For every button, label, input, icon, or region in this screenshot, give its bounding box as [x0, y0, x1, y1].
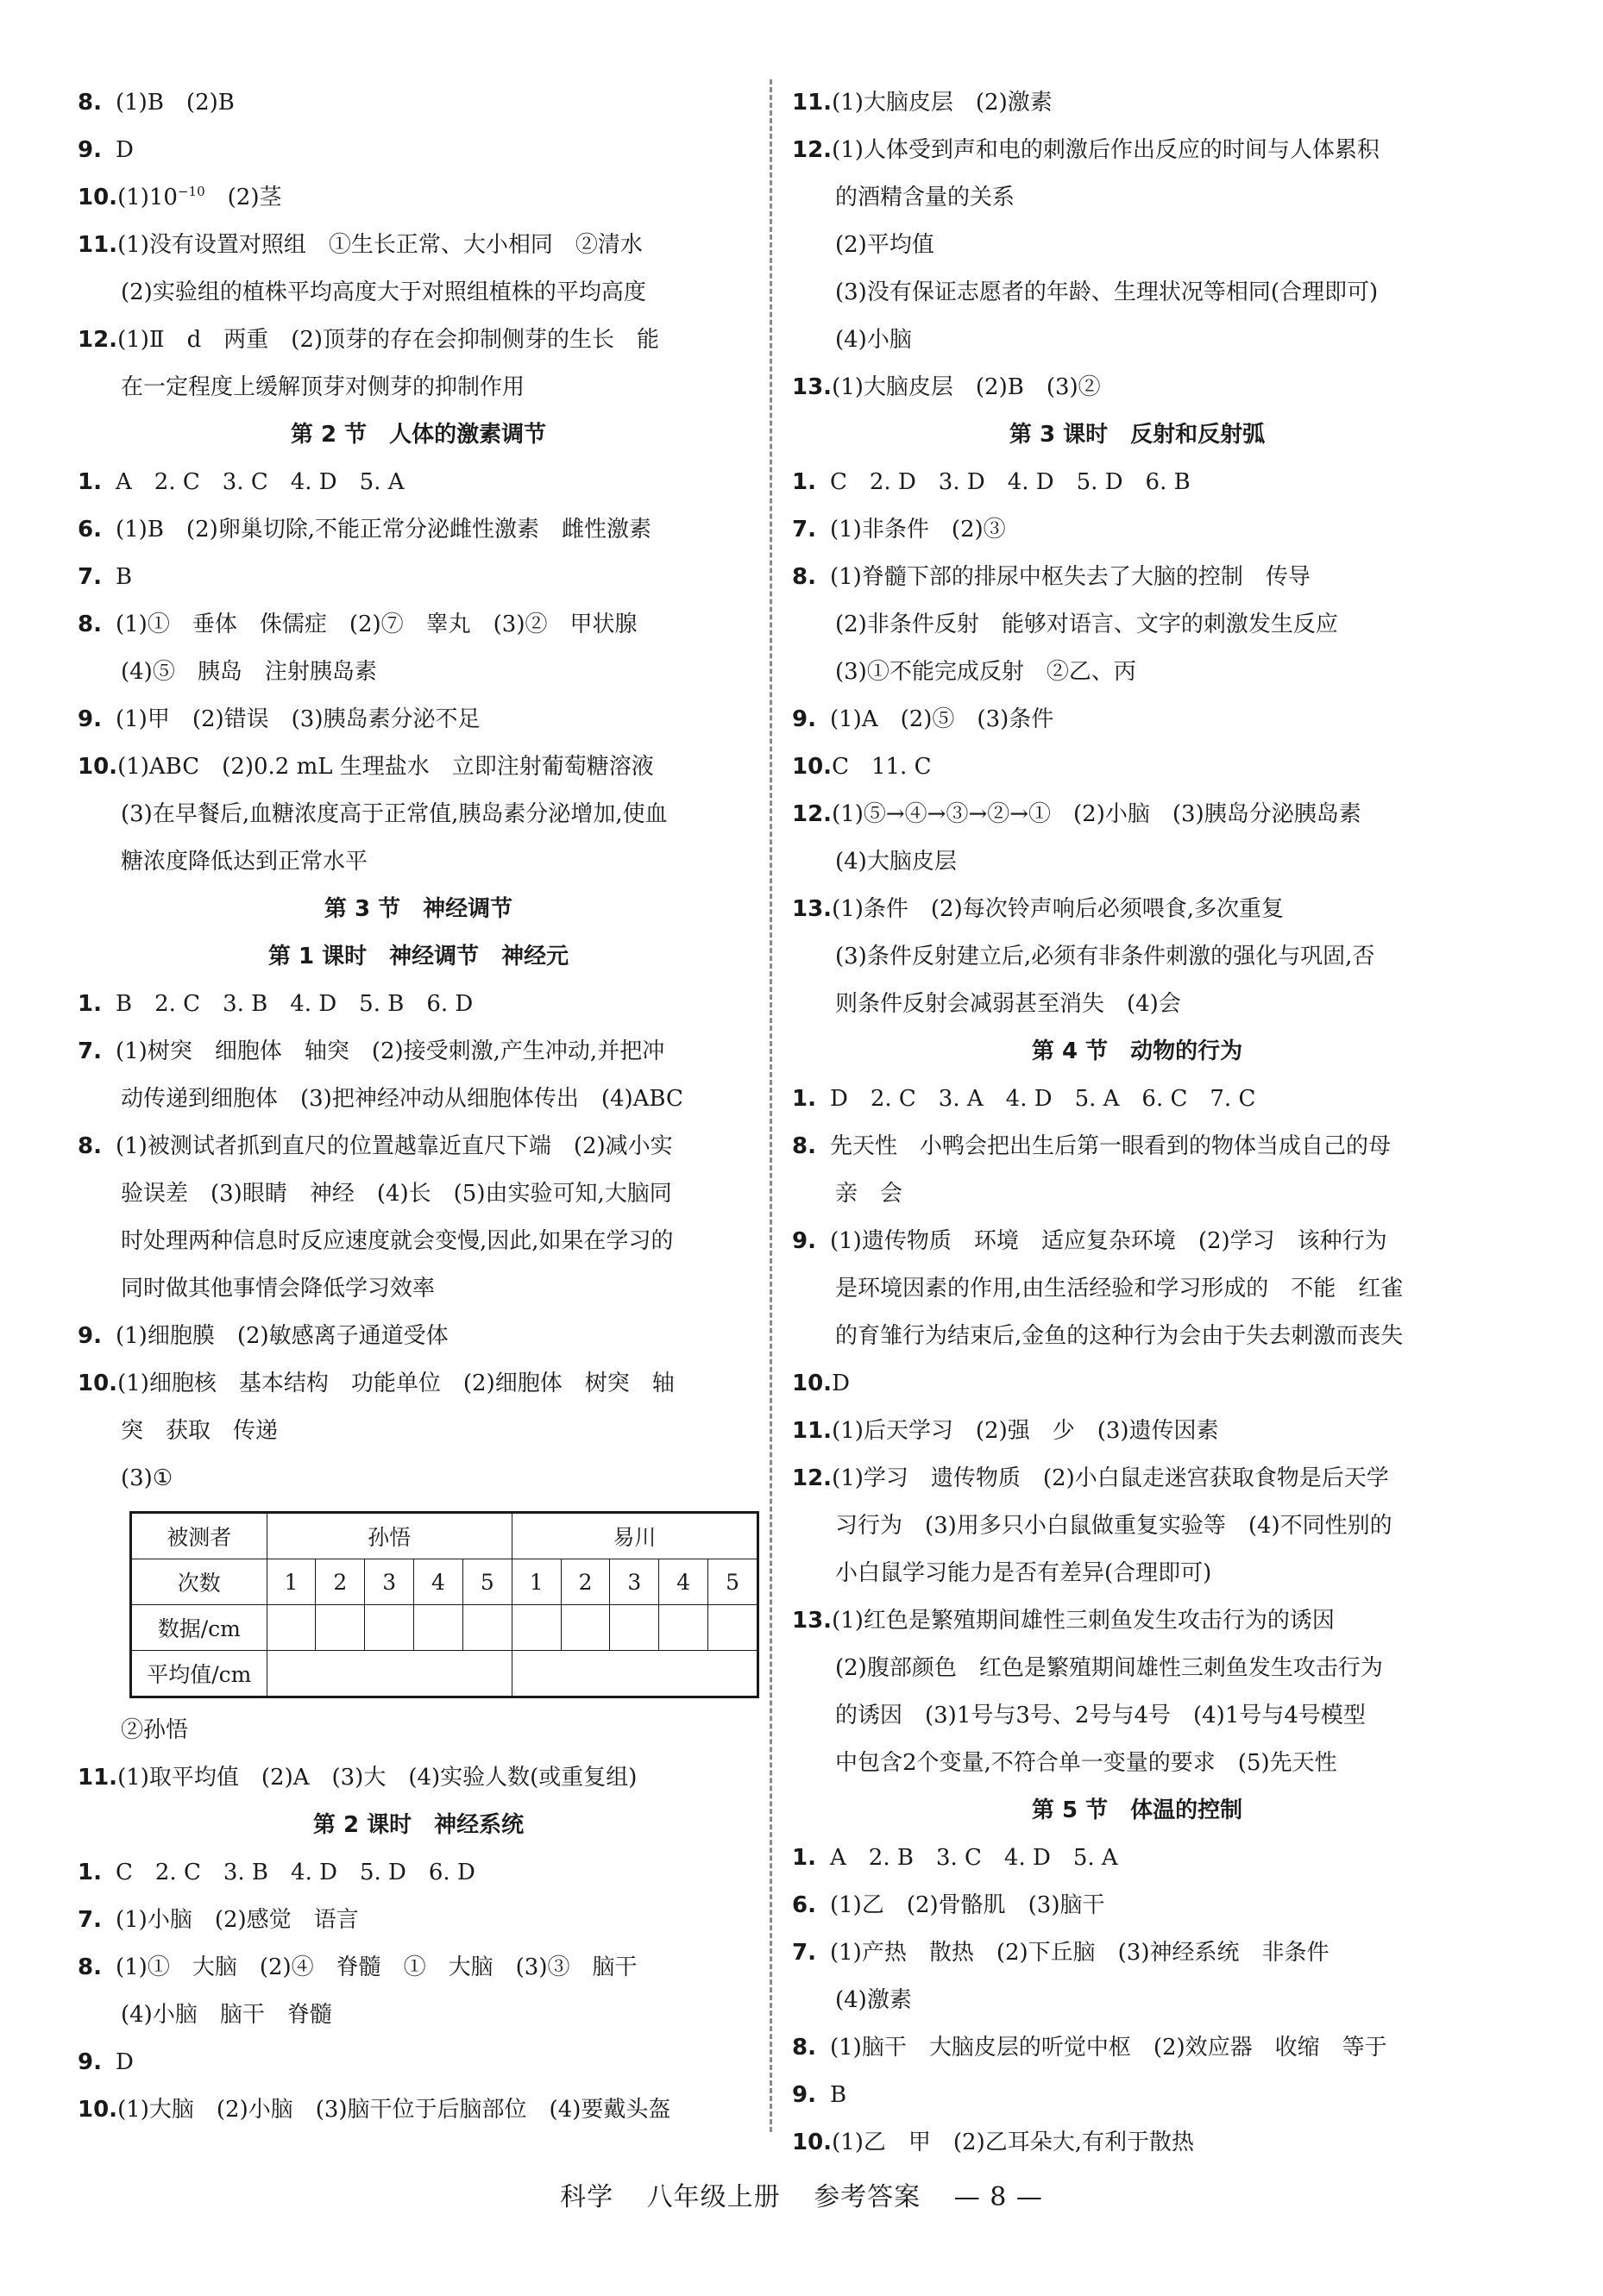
answer-text: (1)10	[117, 185, 178, 210]
answer-continuation: (2)平均值	[835, 232, 934, 258]
answer-text: B 2. C 3. B 4. D 5. B 6. D	[116, 991, 474, 1017]
answer-continuation: ②孙悟	[121, 1717, 189, 1743]
question-number: 8.	[792, 564, 816, 590]
table-cell: 5	[462, 1559, 512, 1605]
answer-line	[792, 1502, 1482, 1550]
question-number: 10.	[792, 1371, 833, 1396]
answer-text: (1)① 垂体 侏儒症 (2)⑦ 睾丸 (3)② 甲状腺	[116, 612, 638, 637]
answer-line	[792, 1929, 1482, 1977]
answer-text: D 2. C 3. A 4. D 5. A 6. C 7. C	[830, 1086, 1256, 1112]
table-cell	[267, 1605, 316, 1651]
table-cell	[610, 1605, 659, 1651]
answer-continuation: 时处理两种信息时反应速度就会变慢,因此,如果在学习的	[121, 1228, 674, 1254]
answer-block	[792, 459, 1482, 1028]
answer-text: (1)没有设置对照组 ①生长正常、大小相同 ②清水	[117, 232, 643, 258]
answer-line	[78, 743, 759, 791]
lesson-heading: 第 1 课时 神经调节 神经元	[267, 944, 569, 969]
answer-line	[78, 79, 759, 127]
answer-text: (1)红色是繁殖期间雄性三刺鱼发生攻击行为的诱因	[832, 1608, 1335, 1634]
answer-line	[78, 317, 759, 364]
answer-continuation: 验误差 (3)眼睛 神经 (4)长 (5)由实验可知,大脑同	[121, 1181, 672, 1207]
answer-block	[78, 459, 759, 886]
answer-line	[792, 459, 1482, 506]
answer-line	[78, 2086, 759, 2134]
answer-line	[78, 649, 759, 696]
answer-line	[78, 1265, 759, 1313]
table-cell: 易川	[512, 1513, 757, 1559]
table-cell	[512, 1651, 757, 1697]
answer-continuation: (4)⑤ 胰岛 注射胰岛素	[121, 659, 377, 685]
table-cell	[267, 1651, 512, 1697]
answer-block	[792, 79, 1482, 411]
answer-line	[792, 127, 1482, 174]
answer-line	[792, 1123, 1482, 1170]
answer-text: (1)甲 (2)错误 (3)胰岛素分泌不足	[116, 706, 481, 732]
answer-continuation: (4)小脑	[835, 327, 912, 353]
question-number: 10.	[78, 185, 118, 210]
table-cell	[512, 1605, 561, 1651]
question-number: 11.	[792, 90, 833, 116]
answer-line	[792, 1597, 1482, 1645]
question-number: 1.	[78, 1860, 102, 1885]
answer-line	[792, 1977, 1482, 2024]
question-number: 10.	[78, 1371, 118, 1396]
answer-continuation: (4)大脑皮层	[835, 849, 957, 875]
question-number: 13.	[792, 896, 833, 922]
question-number: 7.	[78, 1907, 102, 1933]
answer-text: (1)ABC (2)0.2 mL 生理盐水 立即注射葡萄糖溶液	[117, 754, 654, 780]
answer-line	[792, 1550, 1482, 1597]
question-number: 11.	[792, 1418, 833, 1444]
question-number: 9.	[78, 2049, 102, 2075]
question-number: 8.	[792, 1133, 816, 1159]
answer-line	[792, 1835, 1482, 1882]
answer-text: (1)产热 散热 (2)下丘脑 (3)神经系统 非条件	[830, 1940, 1330, 1966]
answer-continuation: (3)①	[121, 1465, 173, 1491]
footer-label: 参考答案	[814, 2182, 921, 2212]
answer-text: (1)脊髓下部的排尿中枢失去了大脑的控制 传导	[830, 564, 1311, 590]
lesson-heading: 第 2 课时 神经系统	[312, 1812, 525, 1838]
answer-block	[792, 1076, 1482, 1787]
answer-text: (1)后天学习 (2)强 少 (3)遗传因素	[832, 1418, 1219, 1444]
answer-continuation: 是环境因素的作用,由生活经验和学习形成的 不能 红雀	[835, 1276, 1404, 1302]
answer-line	[78, 838, 759, 886]
table-cell: 1	[267, 1559, 316, 1605]
question-number: 10.	[792, 754, 833, 780]
answer-continuation: 在一定程度上缓解顶芽对侧芽的抑制作用	[121, 374, 525, 400]
question-number: 9.	[792, 706, 816, 732]
question-number: 8.	[792, 2035, 816, 2061]
table-cell: 平均值/cm	[131, 1651, 267, 1697]
answer-text: (1)① 大脑 (2)④ 脊髓 ① 大脑 (3)③ 脑干	[116, 1954, 638, 1980]
table-cell: 2	[561, 1559, 610, 1605]
answer-line	[792, 1265, 1482, 1313]
answer-block	[78, 1707, 759, 1802]
answer-line	[792, 2024, 1482, 2072]
page-footer	[0, 2175, 1603, 2213]
question-number: 8.	[78, 1954, 102, 1980]
table-cell: 4	[414, 1559, 463, 1605]
table-cell	[462, 1605, 512, 1651]
table-cell	[365, 1605, 414, 1651]
answer-line	[78, 1123, 759, 1170]
answer-block	[78, 1849, 759, 2134]
answer-line	[792, 791, 1482, 838]
answer-line	[792, 364, 1482, 411]
answer-continuation: 中包含2个变量,不符合单一变量的要求 (5)先天性	[835, 1750, 1337, 1776]
table-cell: 5	[708, 1559, 758, 1605]
answer-text: A 2. C 3. C 4. D 5. A	[116, 469, 405, 495]
left-column	[78, 79, 759, 2134]
answer-line	[792, 649, 1482, 696]
answer-line	[78, 459, 759, 506]
answer-text: D	[832, 1371, 850, 1396]
answer-block	[792, 1835, 1482, 2167]
question-number: 12.	[792, 1465, 833, 1491]
answer-text: (1)乙 (2)骨骼肌 (3)脑干	[830, 1892, 1105, 1918]
answer-text: (1)细胞核 基本结构 功能单位 (2)细胞体 树突 轴	[117, 1371, 675, 1396]
answer-text: (1)非条件 (2)③	[830, 517, 1006, 543]
answer-text: (1)小脑 (2)感觉 语言	[116, 1907, 359, 1933]
question-number: 1.	[78, 469, 102, 495]
question-number: 8.	[78, 90, 102, 116]
question-number: 7.	[78, 1038, 102, 1064]
page-number: — 8 —	[953, 2182, 1043, 2212]
answer-line	[78, 1408, 759, 1455]
answer-text: 先天性 小鸭会把出生后第一眼看到的物体当成自己的母	[830, 1133, 1392, 1159]
table-cell: 数据/cm	[131, 1605, 267, 1651]
table-cell: 1	[512, 1559, 561, 1605]
answer-line	[792, 269, 1482, 317]
answer-continuation: (3)没有保证志愿者的年龄、生理状况等相同(合理即可)	[835, 279, 1379, 305]
answer-continuation: 同时做其他事情会降低学习效率	[121, 1276, 436, 1302]
answer-line	[78, 2039, 759, 2086]
table-cell: 4	[659, 1559, 708, 1605]
answer-block	[78, 981, 759, 1502]
table-cell: 孙悟	[267, 1513, 512, 1559]
question-number: 8.	[78, 612, 102, 637]
answer-text: A 2. B 3. C 4. D 5. A	[830, 1845, 1118, 1871]
answer-line	[78, 1707, 759, 1754]
question-number: 9.	[792, 2082, 816, 2108]
answer-continuation: (3)①不能完成反射 ②乙、丙	[835, 659, 1136, 685]
answer-line	[792, 1408, 1482, 1455]
answer-text: (1)脑干 大脑皮层的听觉中枢 (2)效应器 收缩 等于	[830, 2035, 1387, 2061]
answer-text: (1)遗传物质 环境 适应复杂环境 (2)学习 该种行为	[830, 1228, 1387, 1254]
answer-line	[792, 1076, 1482, 1123]
answer-continuation: 突 获取 传递	[121, 1418, 279, 1444]
answer-continuation: 动传递到细胞体 (3)把神经冲动从细胞体传出 (4)ABC	[121, 1086, 683, 1112]
answer-text: (1)取平均值 (2)A (3)大 (4)实验人数(或重复组)	[117, 1765, 638, 1791]
footer-grade: 八年级上册	[646, 2182, 781, 2212]
answer-line	[78, 222, 759, 269]
table-cell	[414, 1605, 463, 1651]
answer-text: (1)学习 遗传物质 (2)小白鼠走迷宫获取食物是后天学	[832, 1465, 1389, 1491]
table-cell	[316, 1605, 365, 1651]
answer-line	[78, 1360, 759, 1408]
answer-text: (1)被测试者抓到直尺的位置越靠近直尺下端 (2)减小实	[116, 1133, 673, 1159]
question-number: 7.	[792, 1940, 816, 1966]
answer-line	[792, 174, 1482, 222]
answer-line	[792, 2072, 1482, 2119]
question-number: 1.	[792, 469, 816, 495]
table-cell: 次数	[131, 1559, 267, 1605]
answer-line	[78, 1218, 759, 1265]
answer-line	[78, 174, 759, 222]
table-cell: 被测者	[131, 1513, 267, 1559]
answer-line	[792, 838, 1482, 886]
question-number: 6.	[792, 1892, 816, 1918]
answer-continuation: (4)激素	[835, 1987, 912, 2013]
answer-line	[78, 1313, 759, 1360]
answer-text: B	[116, 564, 133, 590]
answer-text: (1)Ⅱ d 两重 (2)顶芽的存在会抑制侧芽的生长 能	[117, 327, 660, 353]
answer-line	[78, 791, 759, 838]
answer-continuation: (2)实验组的植株平均高度大于对照组植株的平均高度	[121, 279, 646, 305]
answer-line	[792, 743, 1482, 791]
question-number: 13.	[792, 374, 833, 400]
answer-text: (1)大脑皮层 (2)B (3)②	[832, 374, 1101, 400]
answer-line	[78, 1455, 759, 1502]
answer-line	[78, 601, 759, 649]
answer-line	[792, 1692, 1482, 1740]
question-number: 12.	[792, 801, 833, 827]
question-number: 1.	[792, 1086, 816, 1112]
table-cell: 3	[610, 1559, 659, 1605]
answer-line	[792, 1645, 1482, 1692]
answer-text: D	[116, 2049, 134, 2075]
answer-line	[78, 506, 759, 554]
answer-text: C 11. C	[832, 754, 932, 780]
answer-continuation: 习行为 (3)用多只小白鼠做重复实验等 (4)不同性别的	[835, 1513, 1392, 1539]
question-number: 7.	[78, 564, 102, 590]
question-number: 9.	[78, 706, 102, 732]
footer-subject: 科学	[560, 2182, 614, 2212]
question-number: 8.	[78, 1133, 102, 1159]
question-number: 7.	[792, 517, 816, 543]
answer-line	[792, 1170, 1482, 1218]
answer-block	[78, 79, 759, 411]
question-number: 12.	[792, 137, 833, 163]
answer-line	[792, 1313, 1482, 1360]
table-row	[131, 1651, 758, 1697]
answer-line	[78, 1897, 759, 1944]
answer-continuation: (4)小脑 脑干 脊髓	[121, 2002, 332, 2028]
answer-line	[78, 1944, 759, 1992]
question-number: 1.	[78, 991, 102, 1017]
exponent: −10	[177, 184, 205, 199]
answer-line	[792, 1740, 1482, 1787]
question-number: 10.	[78, 754, 118, 780]
answer-line	[78, 696, 759, 743]
column-divider	[770, 79, 772, 2132]
answer-text: (1)大脑皮层 (2)激素	[832, 90, 1053, 116]
table-cell: 3	[365, 1559, 414, 1605]
answer-line	[792, 1218, 1482, 1265]
answer-continuation: (2)腹部颜色 红色是繁殖期间雄性三刺鱼发生攻击行为	[835, 1655, 1383, 1681]
answer-line	[792, 79, 1482, 127]
answer-line	[792, 933, 1482, 981]
right-column	[792, 79, 1482, 2167]
answer-text: (1)B (2)卵巢切除,不能正常分泌雌性激素 雌性激素	[116, 517, 652, 543]
answer-text: (1)树突 细胞体 轴突 (2)接受刺激,产生冲动,并把冲	[116, 1038, 665, 1064]
question-number: 10.	[78, 2097, 118, 2123]
answer-line	[78, 127, 759, 174]
answer-text: (1)A (2)⑤ (3)条件	[830, 706, 1054, 732]
table-cell	[561, 1605, 610, 1651]
table-cell	[659, 1605, 708, 1651]
answer-line	[792, 554, 1482, 601]
answer-line	[792, 601, 1482, 649]
answer-line	[792, 317, 1482, 364]
answer-line	[78, 1754, 759, 1802]
question-number: 10.	[792, 2130, 833, 2155]
answer-text: (1)大脑 (2)小脑 (3)脑干位于后脑部位 (4)要戴头盔	[117, 2097, 671, 2123]
table-row	[131, 1559, 758, 1605]
answer-line	[792, 981, 1482, 1028]
answer-line	[78, 1028, 759, 1076]
answer-line	[792, 222, 1482, 269]
section-heading: 第 2 节 人体的激素调节	[290, 422, 547, 448]
answer-line	[792, 1455, 1482, 1502]
answer-continuation: 小白鼠学习能力是否有差异(合理即可)	[835, 1560, 1212, 1586]
question-number: 11.	[78, 232, 118, 258]
question-number: 6.	[78, 517, 102, 543]
answer-text: C 2. C 3. B 4. D 5. D 6. D	[116, 1860, 475, 1885]
section-heading: 第 4 节 动物的行为	[1031, 1038, 1243, 1064]
answer-line	[792, 1360, 1482, 1408]
answer-text: C 2. D 3. D 4. D 5. D 6. B	[830, 469, 1191, 495]
answer-line	[78, 1992, 759, 2039]
answer-line	[78, 1849, 759, 1897]
answer-continuation: (3)在早餐后,血糖浓度高于正常值,胰岛素分泌增加,使血	[121, 801, 668, 827]
answer-line	[78, 269, 759, 317]
question-number: 1.	[792, 1845, 816, 1871]
question-number: 9.	[792, 1228, 816, 1254]
answer-line	[792, 886, 1482, 933]
table-row	[131, 1605, 758, 1651]
answer-continuation: (2)非条件反射 能够对语言、文字的刺激发生反应	[835, 612, 1338, 637]
answer-line	[78, 981, 759, 1028]
answer-line	[792, 696, 1482, 743]
table-cell	[708, 1605, 758, 1651]
answer-line	[792, 506, 1482, 554]
measurement-table	[129, 1511, 759, 1698]
section-heading: 第 5 节 体温的控制	[1031, 1797, 1243, 1823]
table-row	[131, 1513, 758, 1559]
answer-continuation: 的酒精含量的关系	[835, 185, 1015, 210]
answer-text: B	[830, 2082, 847, 2108]
answer-continuation: (3)条件反射建立后,必须有非条件刺激的强化与巩固,否	[835, 944, 1375, 969]
answer-continuation: 则条件反射会减弱甚至消失 (4)会	[835, 991, 1181, 1017]
question-number: 11.	[78, 1765, 118, 1791]
question-number: 13.	[792, 1608, 833, 1634]
answer-line	[78, 1170, 759, 1218]
answer-text: (1)乙 甲 (2)乙耳朵大,有利于散热	[832, 2130, 1194, 2155]
answer-text: (1)⑤→④→③→②→① (2)小脑 (3)胰岛分泌胰岛素	[832, 801, 1361, 827]
answer-line	[78, 364, 759, 411]
answer-continuation: 的育雏行为结束后,金鱼的这种行为会由于失去刺激而丧失	[835, 1323, 1404, 1349]
answer-continuation: 糖浓度降低达到正常水平	[121, 849, 368, 875]
answer-text: (2)茎	[204, 185, 282, 210]
lesson-heading: 第 3 课时 反射和反射弧	[1009, 422, 1266, 448]
answer-line	[792, 1882, 1482, 1929]
answer-text: (1)B (2)B	[116, 90, 235, 116]
answer-continuation: 的诱因 (3)1号与3号、2号与4号 (4)1号与4号模型	[835, 1703, 1366, 1728]
answer-text: D	[116, 137, 134, 163]
question-number: 9.	[78, 1323, 102, 1349]
answer-line	[78, 1076, 759, 1123]
answer-text: (1)人体受到声和电的刺激后作出反应的时间与人体累积	[832, 137, 1380, 163]
answer-line	[792, 2119, 1482, 2167]
answer-continuation: 亲 会	[835, 1181, 903, 1207]
question-number: 9.	[78, 137, 102, 163]
section-heading: 第 3 节 神经调节	[324, 896, 513, 922]
answer-line	[78, 554, 759, 601]
question-number: 12.	[78, 327, 118, 353]
answer-text: (1)细胞膜 (2)敏感离子通道受体	[116, 1323, 449, 1349]
answer-text: (1)条件 (2)每次铃声响后必须喂食,多次重复	[832, 896, 1284, 922]
table-cell: 2	[316, 1559, 365, 1605]
